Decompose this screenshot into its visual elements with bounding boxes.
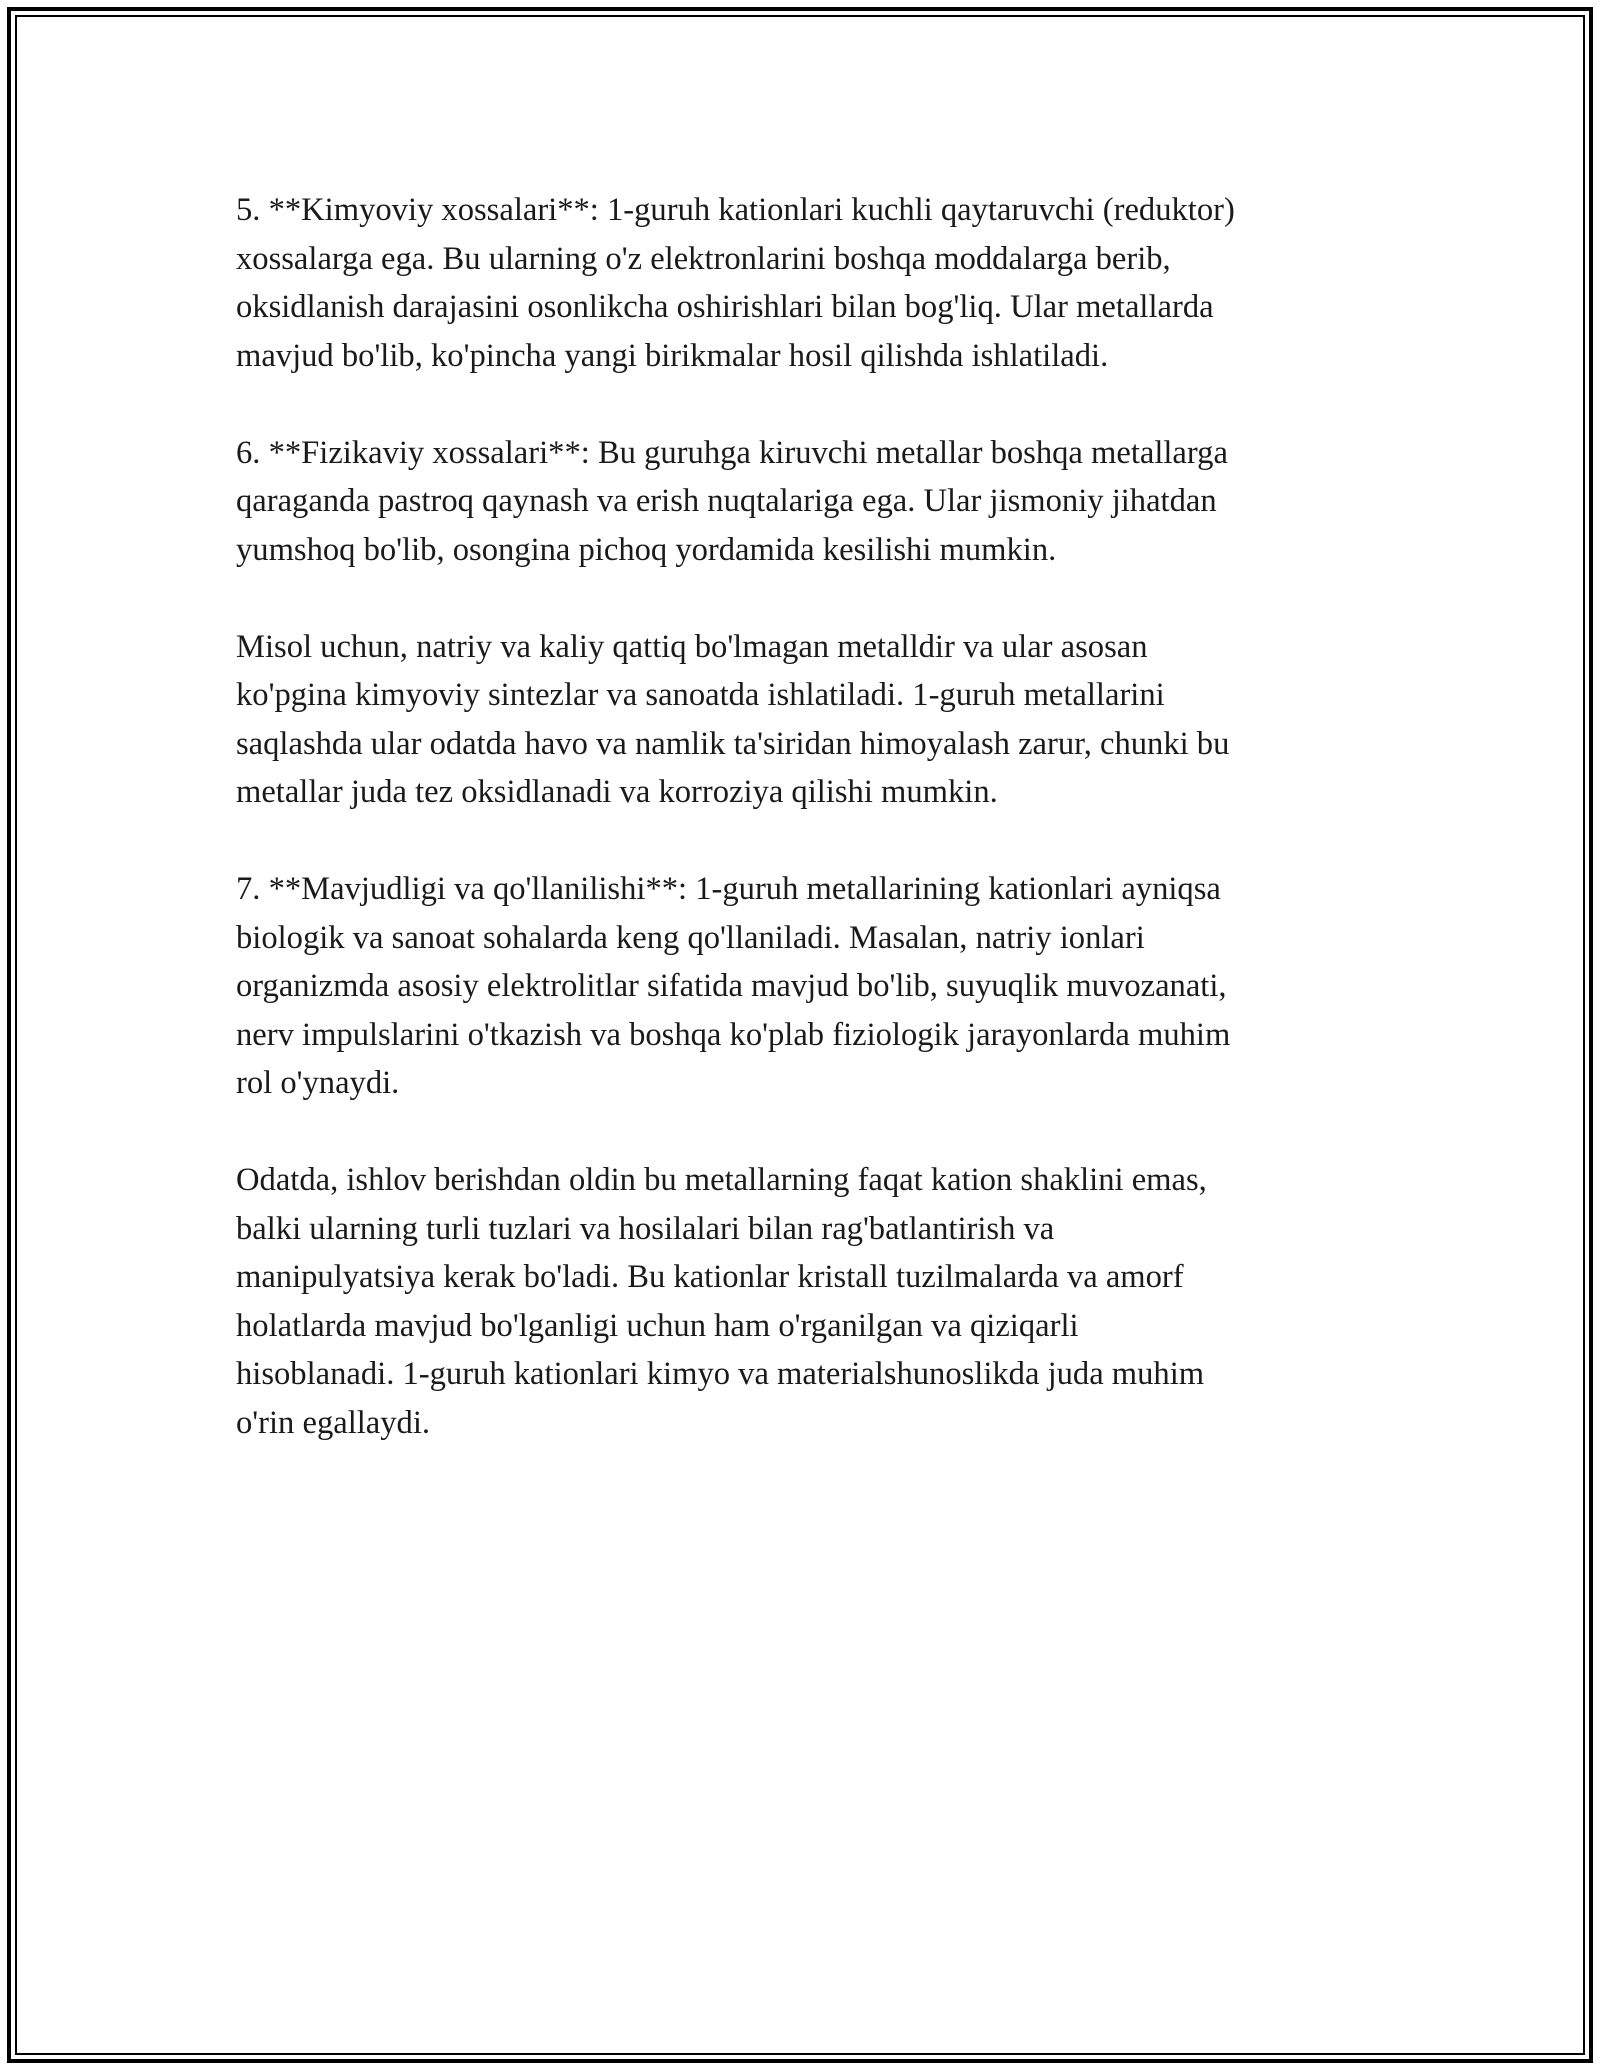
paragraph-physical-properties: 6. **Fizikaviy xossalari**: Bu guruhga kiruvchi metallar boshqa metallarga qaraganda pastroq qaynash va erish nuqtalariga ega. Ular jismoniy jihatdan yumshoq bo'lib, osongina pichoq yordamida kesilishi mumkin. <box>236 434 1228 568</box>
paragraph-conclusion: Odatda, ishlov berishdan oldin bu metallarning faqat kation shaklini emas, balki ularning turli tuzlari va hosilalari bilan rag'batlantirish va manipulyatsiya kerak bo'ladi. Bu kationlar kristall tuzilmalarda va amorf holatlarda mavjud bo'lganligi uchun ham o'rganilgan va qiziqarli hisoblanadi. 1-guruh kationlari kimyo va materialshunoslikda juda muhim o'rin egallaydi. <box>236 1162 1207 1441</box>
paragraph-occurrence-and-use: 7. **Mavjudligi va qo'llanilishi**: 1-guruh metallarining kationlari ayniqsa biologik va sanoat sohalarda keng qo'llaniladi. Masalan, natriy ionlari organizmda asosiy elektrolitlar sifatida mavjud bo'lib, suyuqlik muvozanati, nerv impulslarini o'tkazish va boshqa ko'plab fiziologik jarayonlarda muhim rol o'ynaydi. <box>236 871 1231 1101</box>
paragraph-example: Misol uchun, natriy va kaliy qattiq bo'lmagan metalldir va ular asosan ko'pgina kimyoviy sintezlar va sanoatda ishlatiladi. 1-guruh metallarini saqlashda ular odatda havo va namlik ta'siridan himoyalash zarur, chunki bu metallar juda tez oksidlanadi va korroziya qilishi mumkin. <box>236 628 1230 810</box>
paragraph-chemical-properties: 5. **Kimyoviy xossalari**: 1-guruh kationlari kuchli qaytaruvchi (reduktor) xossalarga ega. Bu ularning o'z elektronlarini boshqa moddalarga berib, oksidlanish darajasini osonlikcha oshirishlari bilan bog'liq. Ular metallarda mavjud bo'lib, ko'pincha yangi birikmalar hosil qilishda ishlatiladi. <box>236 192 1235 374</box>
document-body <box>236 186 1386 1447</box>
